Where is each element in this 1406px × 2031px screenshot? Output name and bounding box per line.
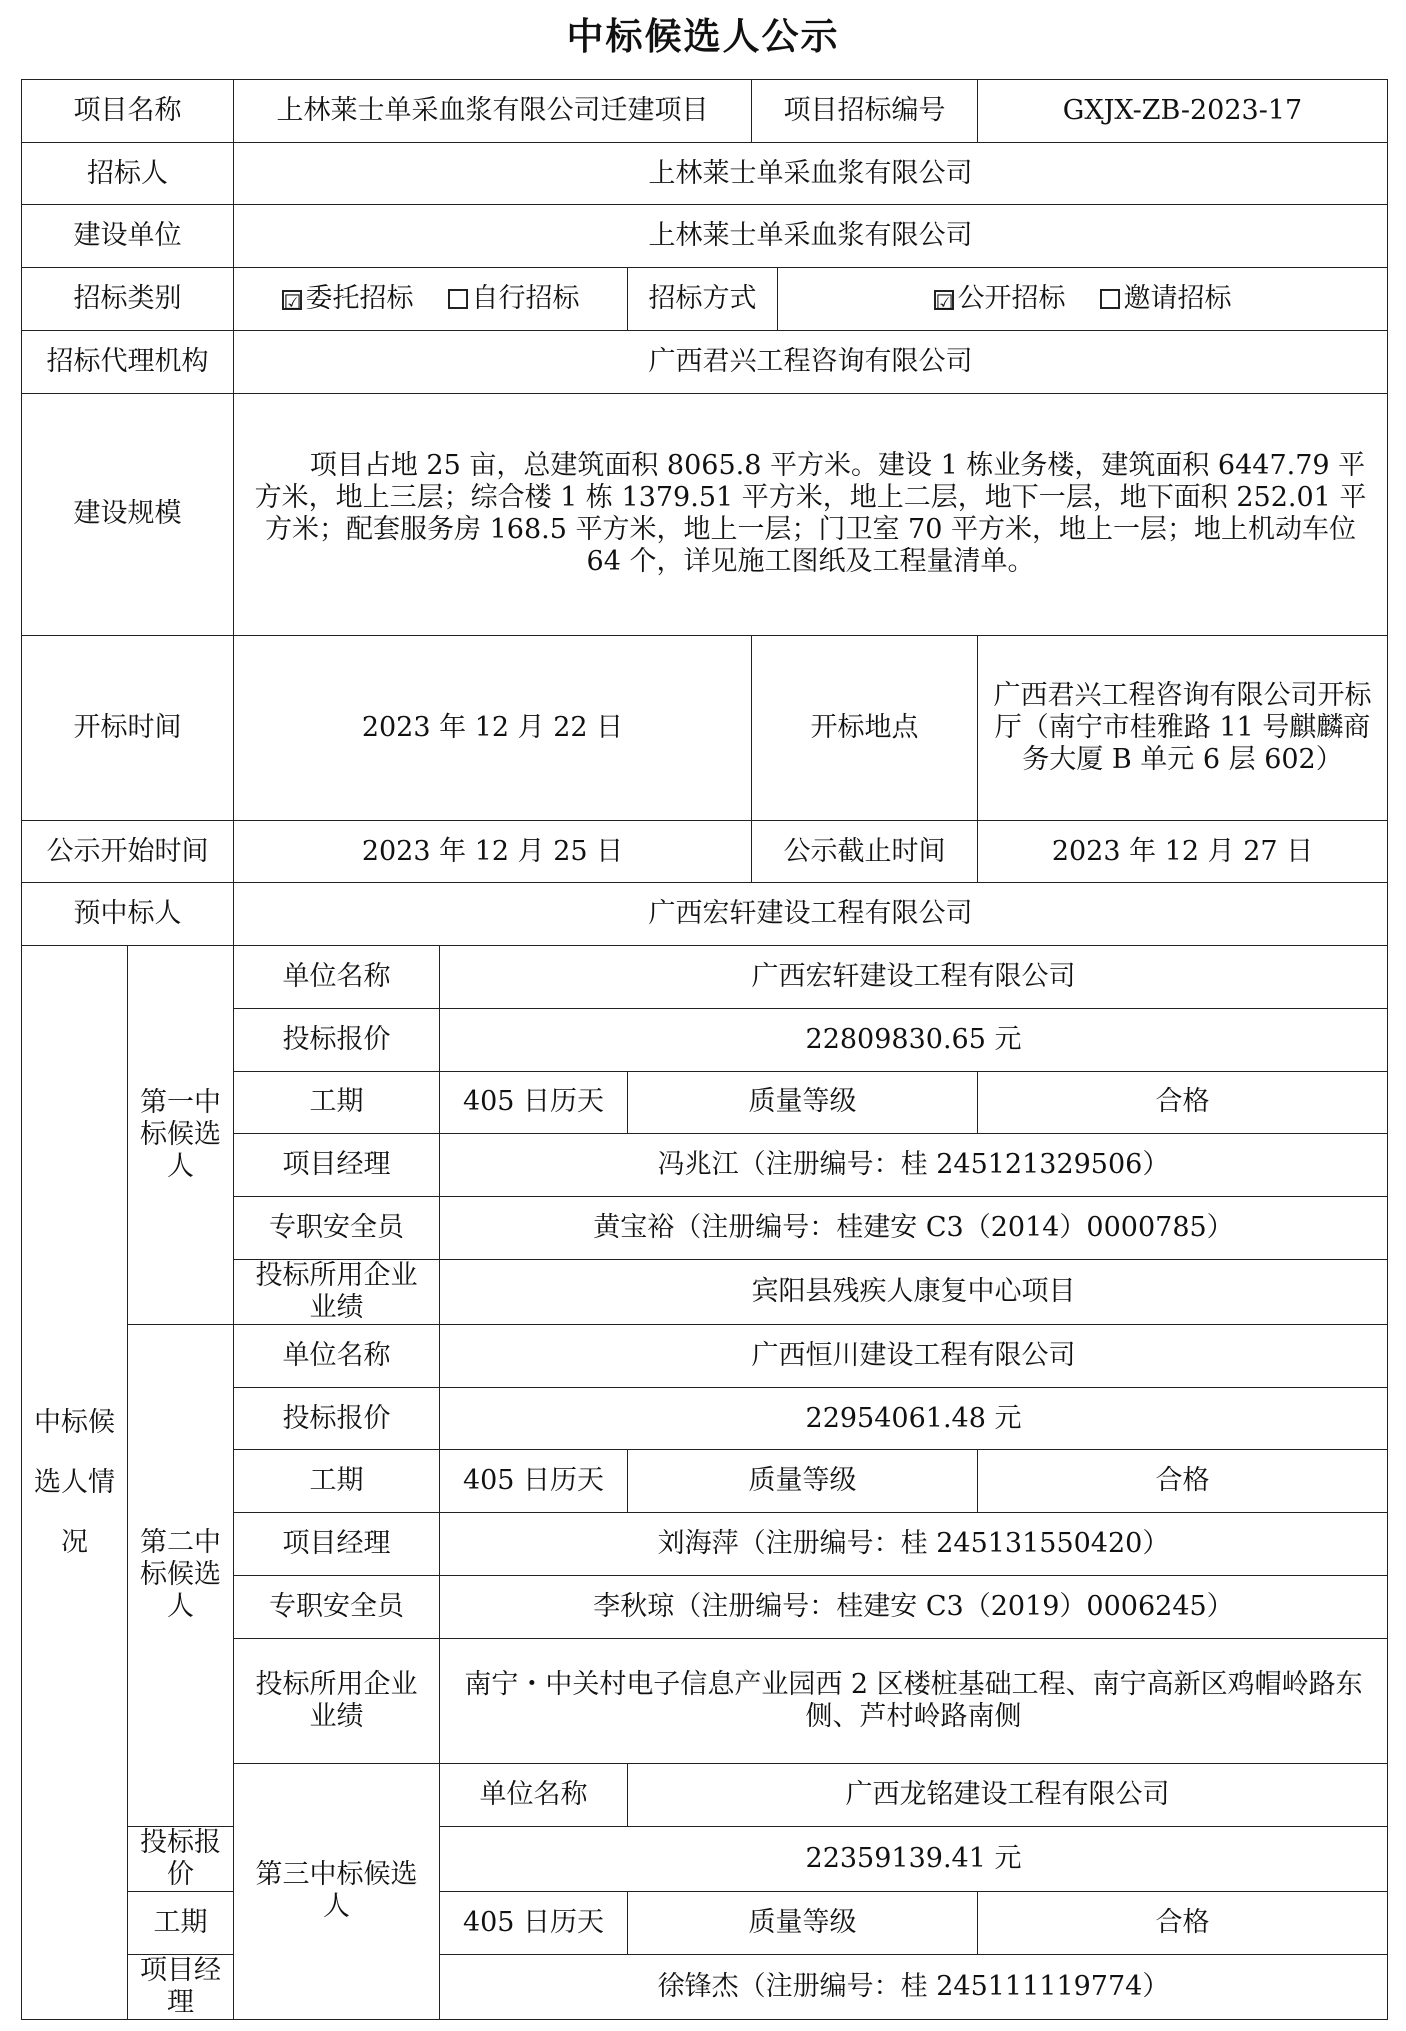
row-agency: [22, 330, 1388, 393]
unit-label: 单位名称: [234, 1324, 440, 1387]
row-project-name: [22, 80, 1388, 143]
pub-end-value: 2023 年 12 月 27 日: [978, 820, 1388, 883]
category-options: [234, 268, 628, 331]
period-label: 工期: [128, 1891, 234, 1954]
scale-value: [234, 393, 1388, 636]
candidate-2-bid: 22954061.48 元: [440, 1387, 1388, 1450]
open-place-value: 广西君兴工程咨询有限公司开标厅（南宁市桂雅路 11 号麒麟商务大厦 B 单元 6 层 602）: [978, 636, 1388, 820]
row-scale: [22, 393, 1388, 636]
candidate-2-quality: 合格: [978, 1450, 1388, 1513]
period-label: 工期: [234, 1071, 440, 1134]
candidate-3-period: 405 日历天: [440, 1891, 628, 1954]
builder-value: 上林莱士单采血浆有限公司: [234, 205, 1388, 268]
manager-label: 项目经理: [234, 1134, 440, 1197]
candidate-3-bid-row: [22, 1826, 1388, 1891]
candidate-2-perf: 南宁・中关村电子信息产业园西 2 区楼桩基础工程、南宁高新区鸡帽岭路东侧、芦村岭路南侧: [440, 1638, 1388, 1763]
candidate-2-period: 405 日历天: [440, 1450, 628, 1513]
candidate-1-quality: 合格: [978, 1071, 1388, 1134]
open-place-label: 开标地点: [752, 636, 978, 820]
safety-label: 专职安全员: [234, 1197, 440, 1260]
safety-label: 专职安全员: [234, 1575, 440, 1638]
open-time-label: 开标时间: [22, 636, 234, 820]
unit-label: 单位名称: [234, 946, 440, 1009]
method-options: [778, 268, 1388, 331]
candidate-1-unit: 广西宏轩建设工程有限公司: [440, 946, 1388, 1009]
pub-start-label: 公示开始时间: [22, 820, 234, 883]
row-builder: [22, 205, 1388, 268]
row-opening: [22, 636, 1388, 820]
candidate-1-label: 第一中标候选人: [128, 946, 234, 1325]
checked-checkbox-icon: ☑: [283, 290, 302, 315]
row-tenderer: [22, 142, 1388, 205]
tender-no-value: GXJX-ZB-2023-17: [978, 80, 1388, 143]
bid-label: 投标报价: [234, 1387, 440, 1450]
agency-label: 招标代理机构: [22, 330, 234, 393]
method-label: 招标方式: [628, 268, 778, 331]
page-title: 中标候选人公示: [566, 15, 840, 58]
category-label: 招标类别: [22, 268, 234, 331]
candidate-3-label: 第三中标候选人: [234, 1763, 440, 2019]
candidate-1-perf: 宾阳县残疾人康复中心项目: [440, 1259, 1388, 1324]
scale-label: 建设规模: [22, 393, 234, 636]
quality-label: 质量等级: [628, 1450, 978, 1513]
candidate-1-period: 405 日历天: [440, 1071, 628, 1134]
pub-end-label: 公示截止时间: [752, 820, 978, 883]
candidate-3-quality: 合格: [978, 1891, 1388, 1954]
candidate-2-safety: 李秋琼（注册编号：桂建安 C3（2019）0006245）: [440, 1575, 1388, 1638]
checkbox-icon: [448, 289, 468, 309]
manager-label: 项目经理: [128, 1954, 234, 2019]
scale-text: 项目占地 25 亩，总建筑面积 8065.8 平方米。建设 1 栋业务楼，建筑面积 6447.79 平方米，地上三层；综合楼 1 栋 1379.51 平方米，地上二层，地下一层，地下面积 252.01 平方米；配套服务房 168.5 平方米，地上一层；门卫室 70 平方米，地上一层；地上机动车位 64 个，详见施工图纸及工程量清单。: [254, 450, 1367, 578]
tender-no-label: 项目招标编号: [752, 80, 978, 143]
row-publicity: [22, 820, 1388, 883]
pub-start-value: 2023 年 12 月 25 日: [234, 820, 752, 883]
candidate-2-unit: 广西恒川建设工程有限公司: [440, 1324, 1388, 1387]
method-option-open: 公开招标: [957, 283, 1066, 315]
candidate-2-unit-row: [22, 1324, 1388, 1387]
unit-label: 单位名称: [440, 1763, 628, 1826]
perf-label: 投标所用企业业绩: [234, 1259, 440, 1324]
candidate-1-bid: 22809830.65 元: [440, 1008, 1388, 1071]
candidate-1-safety: 黄宝裕（注册编号：桂建安 C3（2014）0000785）: [440, 1197, 1388, 1260]
checkbox-icon: [1100, 289, 1120, 309]
tenderer-value: 上林莱士单采血浆有限公司: [234, 142, 1388, 205]
quality-label: 质量等级: [628, 1891, 978, 1954]
winner-label: 预中标人: [22, 883, 234, 946]
row-category: [22, 268, 1388, 331]
bid-label: 投标报价: [234, 1008, 440, 1071]
project-name-value: 上林莱士单采血浆有限公司迁建项目: [234, 80, 752, 143]
tenderer-label: 招标人: [22, 142, 234, 205]
manager-label: 项目经理: [234, 1513, 440, 1576]
category-option-entrusted: 委托招标: [305, 283, 414, 315]
row-winner: [22, 883, 1388, 946]
candidate-3-manager: 徐锋杰（注册编号：桂 245111119774）: [440, 1954, 1388, 2019]
winner-value: 广西宏轩建设工程有限公司: [234, 883, 1388, 946]
category-option-self: 自行招标: [471, 283, 580, 315]
candidate-3-unit: 广西龙铭建设工程有限公司: [628, 1763, 1388, 1826]
period-label: 工期: [234, 1450, 440, 1513]
candidate-3-bid: 22359139.41 元: [440, 1826, 1388, 1891]
candidate-1-manager: 冯兆江（注册编号：桂 245121329506）: [440, 1134, 1388, 1197]
candidate-3-period-row: [22, 1891, 1388, 1954]
project-name-label: 项目名称: [22, 80, 234, 143]
open-time-value: 2023 年 12 月 22 日: [234, 636, 752, 820]
agency-value: 广西君兴工程咨询有限公司: [234, 330, 1388, 393]
method-option-invite: 邀请招标: [1123, 283, 1232, 315]
bid-label: 投标报价: [128, 1826, 234, 1891]
candidate-1-unit-row: [22, 946, 1388, 1009]
candidates-section-label: 中标候选人情况: [22, 946, 128, 2020]
checked-checkbox-icon: ☑: [935, 290, 954, 315]
notice-table: [21, 79, 1388, 2020]
quality-label: 质量等级: [628, 1071, 978, 1134]
candidate-2-label: 第二中标候选人: [128, 1324, 234, 1826]
candidate-3-manager-row: [22, 1954, 1388, 2019]
perf-label: 投标所用企业业绩: [234, 1638, 440, 1763]
builder-label: 建设单位: [22, 205, 234, 268]
candidate-2-manager: 刘海萍（注册编号：桂 245131550420）: [440, 1513, 1388, 1576]
